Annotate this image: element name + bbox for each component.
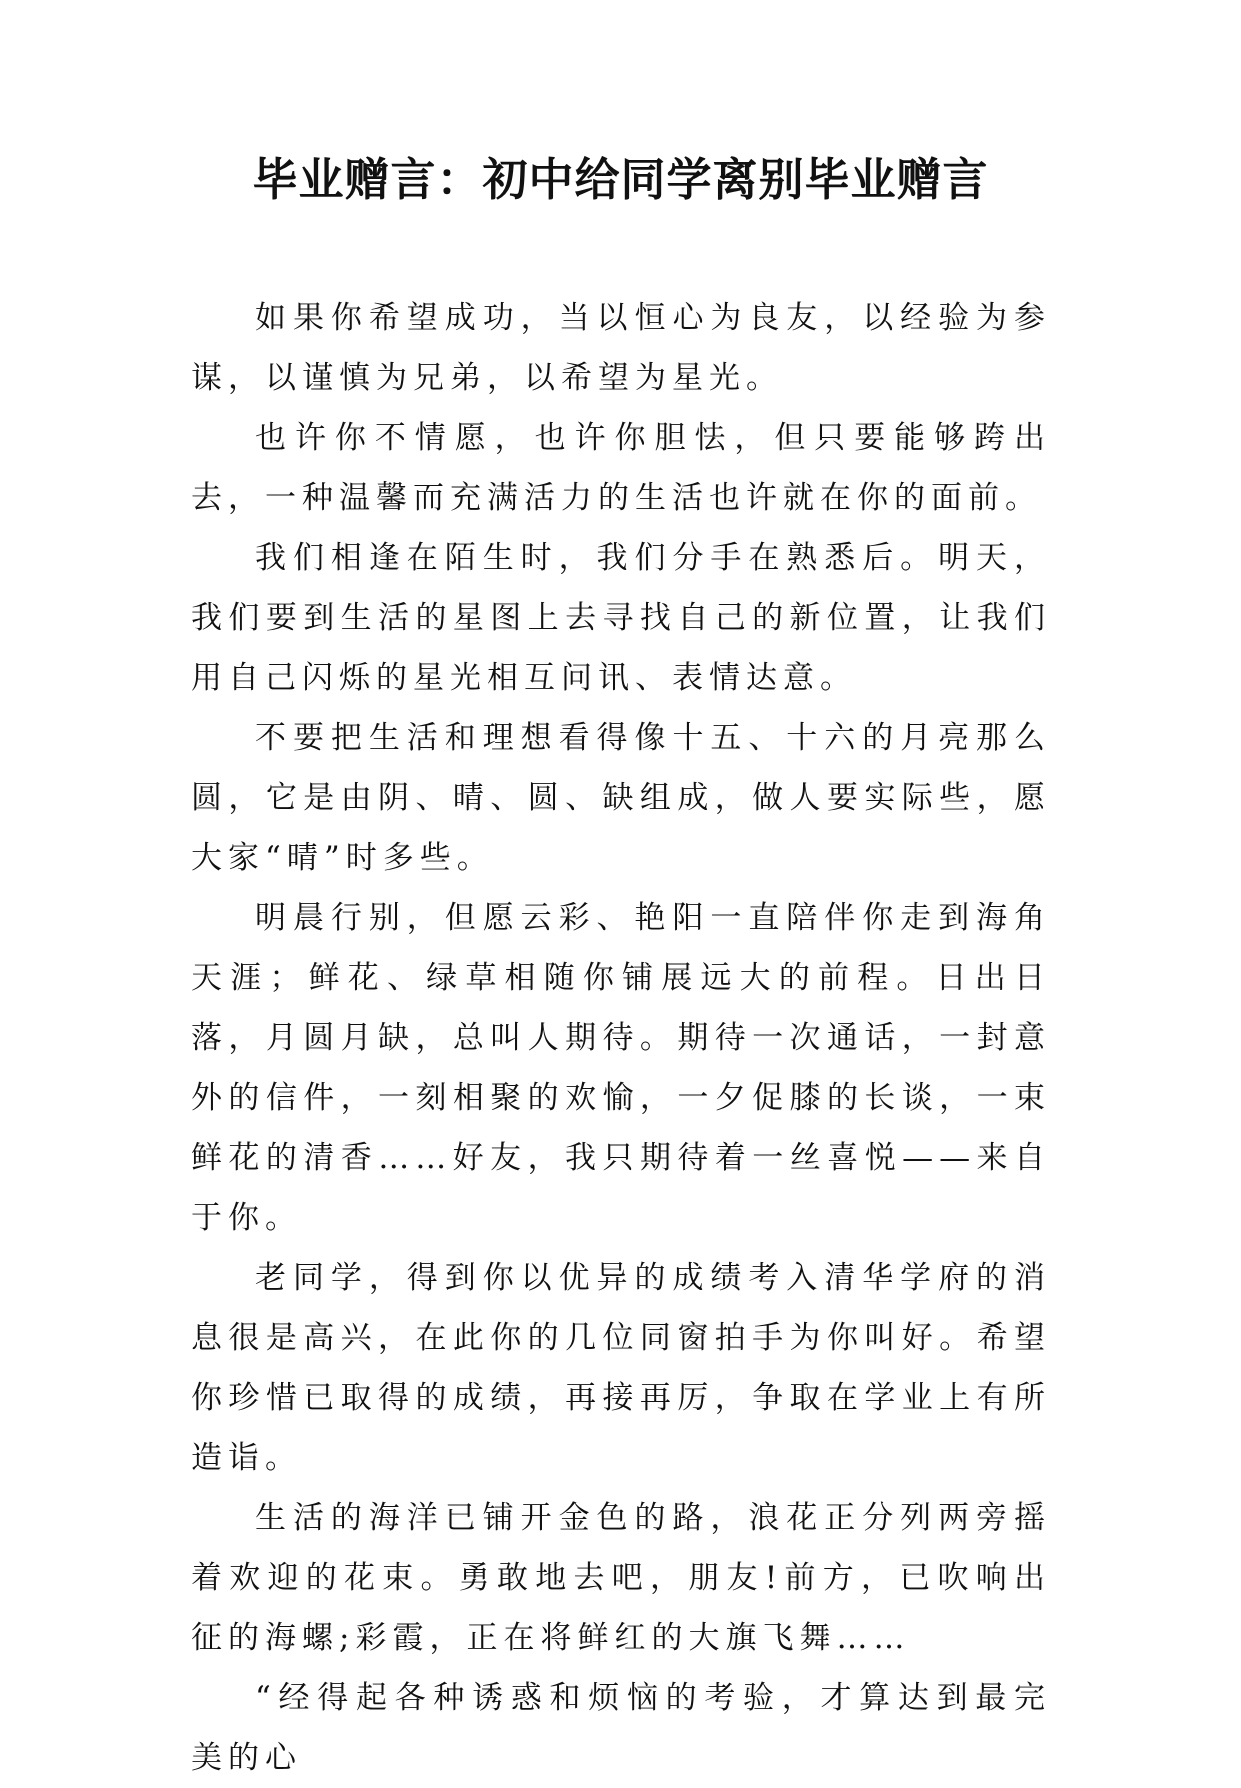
paragraph-6: 老同学，得到你以优异的成绩考入清华学府的消息很是高兴，在此你的几位同窗拍手为你叫好。希望你珍惜已取得的成绩，再接再厉，争取在学业上有所造诣。	[191, 1260, 1051, 1476]
paragraph-8: “经得起各种诱惑和烦恼的考验，才算达到最完美的心	[191, 1680, 1051, 1776]
document-body	[191, 288, 1051, 1788]
paragraph-2: 也许你不情愿，也许你胆怯，但只要能够跨出去，一种温馨而充满活力的生活也许就在你的面前。	[191, 420, 1051, 516]
paragraph-7: 生活的海洋已铺开金色的路，浪花正分列两旁摇着欢迎的花束。勇敢地去吧，朋友!前方，已吹响出征的海螺;彩霞，正在将鲜红的大旗飞舞……	[191, 1500, 1051, 1656]
paragraph-4: 不要把生活和理想看得像十五、十六的月亮那么圆，它是由阴、晴、圆、缺组成，做人要实际些，愿大家“晴”时多些。	[191, 720, 1051, 876]
paragraph-1: 如果你希望成功，当以恒心为良友，以经验为参谋，以谨慎为兄弟，以希望为星光。	[191, 300, 1051, 396]
document-title: 毕业赠言：初中给同学离别毕业赠言	[252, 153, 989, 206]
paragraph-3: 我们相逢在陌生时，我们分手在熟悉后。明天，我们要到生活的星图上去寻找自己的新位置，让我们用自己闪烁的星光相互问讯、表情达意。	[191, 540, 1051, 696]
paragraph-5: 明晨行别，但愿云彩、艳阳一直陪伴你走到海角天涯；鲜花、绿草相随你铺展远大的前程。日出日落，月圆月缺，总叫人期待。期待一次通话，一封意外的信件，一刻相聚的欢愉，一夕促膝的长谈，一束鲜花的清香……好友，我只期待着一丝喜悦——来自于你。	[191, 900, 1051, 1236]
